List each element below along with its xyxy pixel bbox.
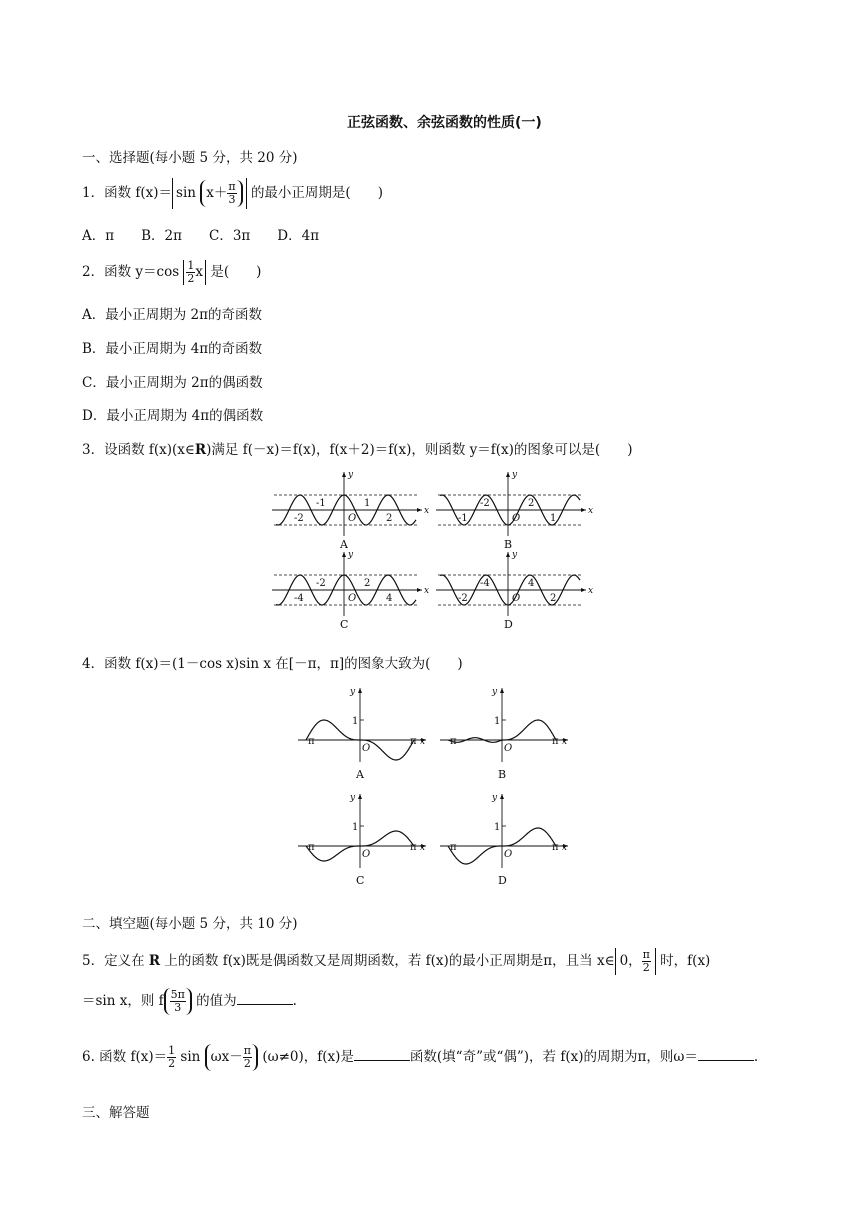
q2-option-c: C．最小正周期为 2π的偶函数 xyxy=(82,375,263,391)
q4-graph-label: D xyxy=(498,874,507,887)
q3-graph-label: B xyxy=(504,538,513,551)
q3-tick-bottom-left: -1 xyxy=(458,513,468,524)
q4-y-label: y xyxy=(492,793,498,803)
q3-tick-bottom-left: -4 xyxy=(294,593,304,604)
q1-tail: 的最小正周期是( ) xyxy=(250,185,383,201)
q4-y-arrow xyxy=(358,794,362,799)
q3-figure xyxy=(268,468,598,638)
q5-interval: 0， $\frac{\pi}{2}$ xyxy=(615,948,656,975)
q3-origin: O xyxy=(512,593,521,604)
q3-y-arrow xyxy=(342,552,346,557)
q3-y-label: y xyxy=(348,470,354,480)
q3-graph-label: A xyxy=(340,538,348,551)
section-fill: 二、填空题(每小题 5 分，共 10 分) xyxy=(82,916,298,932)
q4-tick-1-label: 1 xyxy=(494,716,501,727)
q4-x-label: x xyxy=(562,737,568,747)
q4-tick-1-label: 1 xyxy=(352,716,359,727)
q4-graph-label: B xyxy=(498,768,507,781)
q4-tick-pi: π xyxy=(410,736,417,747)
q4-origin: O xyxy=(362,743,371,754)
q4-graph-c xyxy=(298,793,426,887)
question-3: 3．设函数 f(x)(x∈R)满足 f(－x)＝f(x)，f(x＋2)＝f(x)，则函数 y＝f(x)的图象可以是( ) xyxy=(82,442,633,458)
q4-graph-label: A xyxy=(356,768,364,781)
q3-tick-bottom-right: 2 xyxy=(386,513,393,524)
q6-answer-blank-2[interactable] xyxy=(698,1048,754,1061)
q4-y-arrow xyxy=(358,688,362,693)
q3-graph-d xyxy=(436,550,593,631)
q2-option-a: A．最小正周期为 2π的奇函数 xyxy=(82,307,263,323)
q4-tick-1-label: 1 xyxy=(494,822,501,833)
q4-graph-label: C xyxy=(356,874,365,887)
q3-graph-c xyxy=(272,550,429,631)
q3-tick-bottom-right: 4 xyxy=(386,593,393,604)
q3-tick-bottom-right: 1 xyxy=(550,513,557,524)
question-5-line2: ＝sin x，则 f $\frac{5\pi}{3}$ 的值为 . xyxy=(82,988,297,1014)
q3-x-arrow xyxy=(581,588,586,592)
q4-tick-pi: π xyxy=(552,842,559,853)
question-4: 4．函数 f(x)＝(1－cos x)sin x 在[－π，π]的图象大致为( ) xyxy=(82,656,463,672)
q4-origin: O xyxy=(362,849,371,860)
q3-tick-top-right: 1 xyxy=(364,498,371,509)
q3-x-label: x xyxy=(588,506,594,516)
q4-tick-neg-pi: －π xyxy=(440,842,457,853)
q4-y-arrow xyxy=(500,688,504,693)
q3-origin: O xyxy=(348,513,357,524)
q4-x-label: x xyxy=(562,843,568,853)
q3-y-label: y xyxy=(512,550,518,560)
q5-answer-blank[interactable] xyxy=(237,992,293,1005)
q3-graph-a xyxy=(272,470,429,551)
q3-x-label: x xyxy=(588,586,594,596)
q3-tick-bottom-left: -2 xyxy=(458,593,468,604)
q4-tick-1-label: 1 xyxy=(352,822,359,833)
q4-tick-neg-pi: －π xyxy=(298,842,315,853)
q3-y-label: y xyxy=(512,470,518,480)
q3-graph-label: D xyxy=(504,618,513,631)
q4-tick-pi: π xyxy=(410,842,417,853)
q3-tick-top-left: -1 xyxy=(316,498,326,509)
q1-options: A．π B．2π C．3π D．4π xyxy=(82,228,320,244)
q3-x-arrow xyxy=(417,588,422,592)
section-solve: 三、解答题 xyxy=(82,1105,150,1121)
q4-tick-neg-pi: －π xyxy=(298,736,315,747)
question-5-line1: 5．定义在 R 上的函数 f(x)既是偶函数又是周期函数，若 f(x)的最小正周期是π，且当 x∈ 0， $\frac{\pi}{2}$ 时，f(x) xyxy=(82,948,711,974)
q3-tick-top-left: -2 xyxy=(316,578,326,589)
q4-tick-pi: π xyxy=(552,736,559,747)
q3-origin: O xyxy=(348,593,357,604)
q3-y-arrow xyxy=(506,552,510,557)
q3-graph-b xyxy=(436,470,593,551)
q3-origin: O xyxy=(512,513,521,524)
q4-figure xyxy=(290,682,580,892)
q3-y-arrow xyxy=(506,472,510,477)
q4-origin: O xyxy=(504,743,513,754)
q4-graph-d xyxy=(440,793,568,887)
q3-tick-top-right: 2 xyxy=(364,578,371,589)
q6-answer-blank-1[interactable] xyxy=(354,1048,410,1061)
q1-paren: x＋ $\frac{\pi}{3}$ xyxy=(200,180,242,207)
q3-tick-top-left: -2 xyxy=(480,498,490,509)
q3-tick-top-right: 4 xyxy=(528,578,535,589)
q4-y-label: y xyxy=(350,687,356,697)
q3-x-arrow xyxy=(581,508,586,512)
q2-option-d: D．最小正周期为 4π的偶函数 xyxy=(82,408,264,424)
q3-tick-top-right: 2 xyxy=(528,498,535,509)
q1-lead: 1．函数 f(x)＝ xyxy=(82,185,173,201)
q4-graph-b xyxy=(440,687,568,781)
question-1 xyxy=(82,178,383,209)
page-title: 正弦函数、余弦函数的性质(一) xyxy=(347,115,542,131)
section-choice: 一、选择题(每小题 5 分，共 20 分) xyxy=(82,150,298,166)
q4-graph-a xyxy=(298,687,426,781)
q3-tick-bottom-left: -2 xyxy=(294,513,304,524)
q4-x-label: x xyxy=(420,843,426,853)
q4-tick-neg-pi: －π xyxy=(440,736,457,747)
q4-y-arrow xyxy=(500,794,504,799)
q4-y-label: y xyxy=(350,793,356,803)
question-2: 2．函数 y＝cos $\frac{1}{2}$ x 是( ) xyxy=(82,259,262,285)
q3-y-arrow xyxy=(342,472,346,477)
q1-abs: sin x＋ $\frac{\pi}{3}$ xyxy=(172,178,247,209)
q3-y-label: y xyxy=(348,550,354,560)
question-6: 6. 函数 f(x)＝ $\frac{1}{2}$ sin ωx－ $\frac{\pi}{2}$ (ω≠0)，f(x)是 函数(填“奇”或“偶”)，若 f(x)的周期为π，则ω＝ . xyxy=(82,1044,759,1070)
q3-tick-bottom-right: 2 xyxy=(550,593,557,604)
q4-origin: O xyxy=(504,849,513,860)
q4-x-label: x xyxy=(420,737,426,747)
q3-graph-label: C xyxy=(340,618,349,631)
q2-option-b: B．最小正周期为 4π的奇函数 xyxy=(82,341,263,357)
q2-abs: $\frac{1}{2}$ x xyxy=(183,260,206,285)
q3-x-label: x xyxy=(424,586,430,596)
q3-x-arrow xyxy=(417,508,422,512)
q3-x-label: x xyxy=(424,506,430,516)
q3-tick-top-left: -4 xyxy=(480,578,490,589)
q4-y-label: y xyxy=(492,687,498,697)
